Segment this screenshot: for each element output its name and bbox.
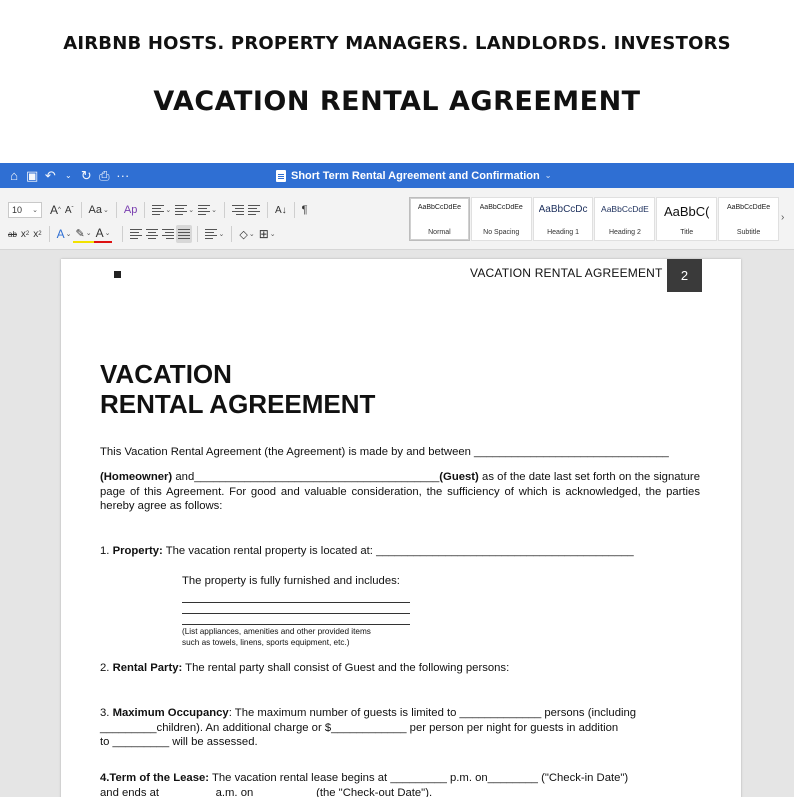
redo-icon[interactable]: ↻ [80,167,92,183]
quick-access-toolbar [0,168,129,184]
multilevel-list-icon [198,205,210,215]
guest-label: (Guest) [439,471,479,483]
gallery-scroll-right-icon[interactable]: › [781,212,785,223]
decrease-indent-button[interactable] [230,201,246,219]
ribbon-divider [122,226,123,242]
chevron-down-icon: ⌄ [32,207,38,214]
font-size-value: 10 [12,205,23,215]
borders-button[interactable]: ⊞ ⌄ [258,227,276,241]
print-icon[interactable]: ⎙ [99,167,110,183]
increase-indent-button[interactable] [246,201,262,219]
document-heading [100,359,375,419]
term-label: 4.Term of the Lease: [100,772,210,784]
paint-bucket-icon: ◇ [239,228,248,241]
page-number: 2 [667,259,702,292]
document-title[interactable] [276,163,551,188]
style-sample: AaBbC( [663,204,710,219]
ribbon-divider [231,226,232,242]
clear-formatting-button[interactable]: Ap [123,204,138,216]
window-titlebar [0,163,794,188]
align-right-icon [162,229,174,239]
style-title[interactable] [656,197,717,241]
ribbon-row-1 [0,199,310,221]
ribbon-divider [294,202,295,218]
align-right-button[interactable] [160,225,176,243]
ribbon-divider [144,202,145,218]
blank-line [182,602,410,603]
show-formatting-button[interactable]: ¶ [301,204,308,216]
rental-party-clause: 2. Rental Party: The rental party shall consist of Guest and the following persons: [100,662,510,674]
document-title-text: Short Term Rental Agreement and Confirmation [291,169,540,182]
style-sample: AaBbCcDdE [601,204,649,214]
style-sample: AaBbCcDdEe [417,204,462,211]
ribbon-divider [224,202,225,218]
paragraph-marker [114,271,121,278]
property-label: Property: [112,545,163,557]
intro-paragraph: This Vacation Rental Agreement (the Agreement) is made by and between _______________________________ [100,446,669,458]
style-heading-1[interactable] [533,197,594,241]
document-icon [276,170,286,182]
undo-icon[interactable]: ↶ [44,167,56,183]
shading-button[interactable]: ◇ ⌄ [239,228,255,241]
subscript-button[interactable]: x 2 [20,228,30,240]
promo-banner [0,0,794,163]
style-sample: AaBbCcDc [538,204,588,215]
occupancy-clause: 3. Maximum Occupancy: The maximum number of guests is limited to _____________ persons (including _________children). An additional charge or $____________ per person per night for guests in addition to _________ will be assessed. [100,707,637,748]
decrease-indent-icon [232,205,244,215]
increase-indent-icon [248,205,260,215]
undo-dropdown-icon[interactable]: ⌄ [64,171,72,180]
line-spacing-icon [205,229,217,239]
furnished-note: (List appliances, amenities and other provided items such as towels, linens, sports equipment, etc.) [182,627,371,647]
property-text: The vacation rental property is located at: _________________________________________ [162,545,634,557]
justify-icon [178,229,190,239]
rental-party-label: Rental Party: [112,662,183,674]
numbering-button[interactable]: ⌄ [173,201,196,219]
style-sample: AaBbCcDdEe [726,204,771,211]
line-spacing-button[interactable]: ⌄ [203,225,226,243]
style-label: Title [680,229,694,236]
homeowner-label: (Homeowner) [100,471,173,483]
style-label: No Spacing [483,229,520,236]
style-heading-2[interactable] [594,197,655,241]
style-normal[interactable] [409,197,470,241]
property-clause: 1. Property: The vacation rental property is located at: _________________________________________ [100,545,634,557]
ribbon-divider [81,202,82,218]
align-center-icon [146,229,158,239]
text-effects-button[interactable]: A ⌄ [56,227,72,241]
borders-icon: ⊞ [258,227,269,241]
shrink-font-button[interactable]: A ˇ [64,204,74,216]
promo-tagline: AIRBNB HOSTS. PROPERTY MANAGERS. LANDLORDS. INVESTORS [63,33,731,54]
blank-line [182,613,410,614]
blank-line [182,624,410,625]
ribbon-divider [197,226,198,242]
document-page[interactable] [61,259,741,797]
occupancy-label: Maximum Occupancy [112,707,229,719]
ribbon-home [0,188,794,250]
ribbon-row-2 [0,223,278,245]
running-header: VACATION RENTAL AGREEMENT [470,266,663,280]
numbered-list-icon [175,205,187,215]
style-subtitle[interactable] [718,197,779,241]
home-icon[interactable]: ⌂ [10,168,18,183]
font-color-button[interactable]: A ⌄ [94,225,113,243]
more-icon[interactable]: ··· [116,168,130,183]
sort-button[interactable]: A↓ [274,204,287,216]
promo-title: VACATION RENTAL AGREEMENT [153,86,641,117]
parties-and: and_______________________________________ [172,471,440,483]
style-label: Heading 2 [608,229,641,236]
style-sample: AaBbCcDdEe [479,204,523,211]
change-case-button[interactable]: Aa ⌄ [88,204,109,216]
document-canvas [0,250,794,797]
parties-paragraph [100,470,700,514]
chevron-down-icon: ⌄ [544,171,552,180]
bullets-button[interactable]: ⌄ [150,201,173,219]
bullet-list-icon [152,205,164,215]
font-size-select[interactable] [8,202,42,218]
style-no-spacing[interactable] [471,197,532,241]
strikethrough-button[interactable]: ab [8,229,17,239]
heading-line-2: RENTAL AGREEMENT [100,389,376,419]
furnished-text: The property is fully furnished and includes: [182,575,400,587]
styles-gallery [409,197,779,241]
highlight-button[interactable]: ✎ ⌄ [73,225,93,243]
parties-rest: as of the date last set forth on the signature page of this Agreement. For good and valuable consideration, the sufficiency of which is acknowledged, the parties hereby agree as follows: [100,471,700,512]
save-icon[interactable]: ▣ [26,167,39,183]
style-label: Subtitle [736,229,761,236]
superscript-button[interactable]: x 2 [33,228,42,240]
grow-font-button[interactable]: A ^ [50,203,61,217]
align-left-button[interactable] [128,225,144,243]
style-label: Heading 1 [547,229,580,236]
style-label: Normal [428,229,451,236]
justify-button[interactable] [176,225,192,243]
ribbon-divider [267,202,268,218]
heading-line-1: VACATION [100,359,232,389]
align-left-icon [130,229,142,239]
ribbon-divider [49,226,50,242]
rental-party-text: The rental party shall consist of Guest and the following persons: [182,662,510,674]
term-clause: 4.Term of the Lease: The vacation rental lease begins at _________ p.m. on________ ("Check-in Date") and ends at ________ a.m. on _________ (the "Check-out Date"). [100,772,629,797]
ribbon-divider [116,202,117,218]
multilevel-list-button[interactable]: ⌄ [196,201,219,219]
align-center-button[interactable] [144,225,160,243]
